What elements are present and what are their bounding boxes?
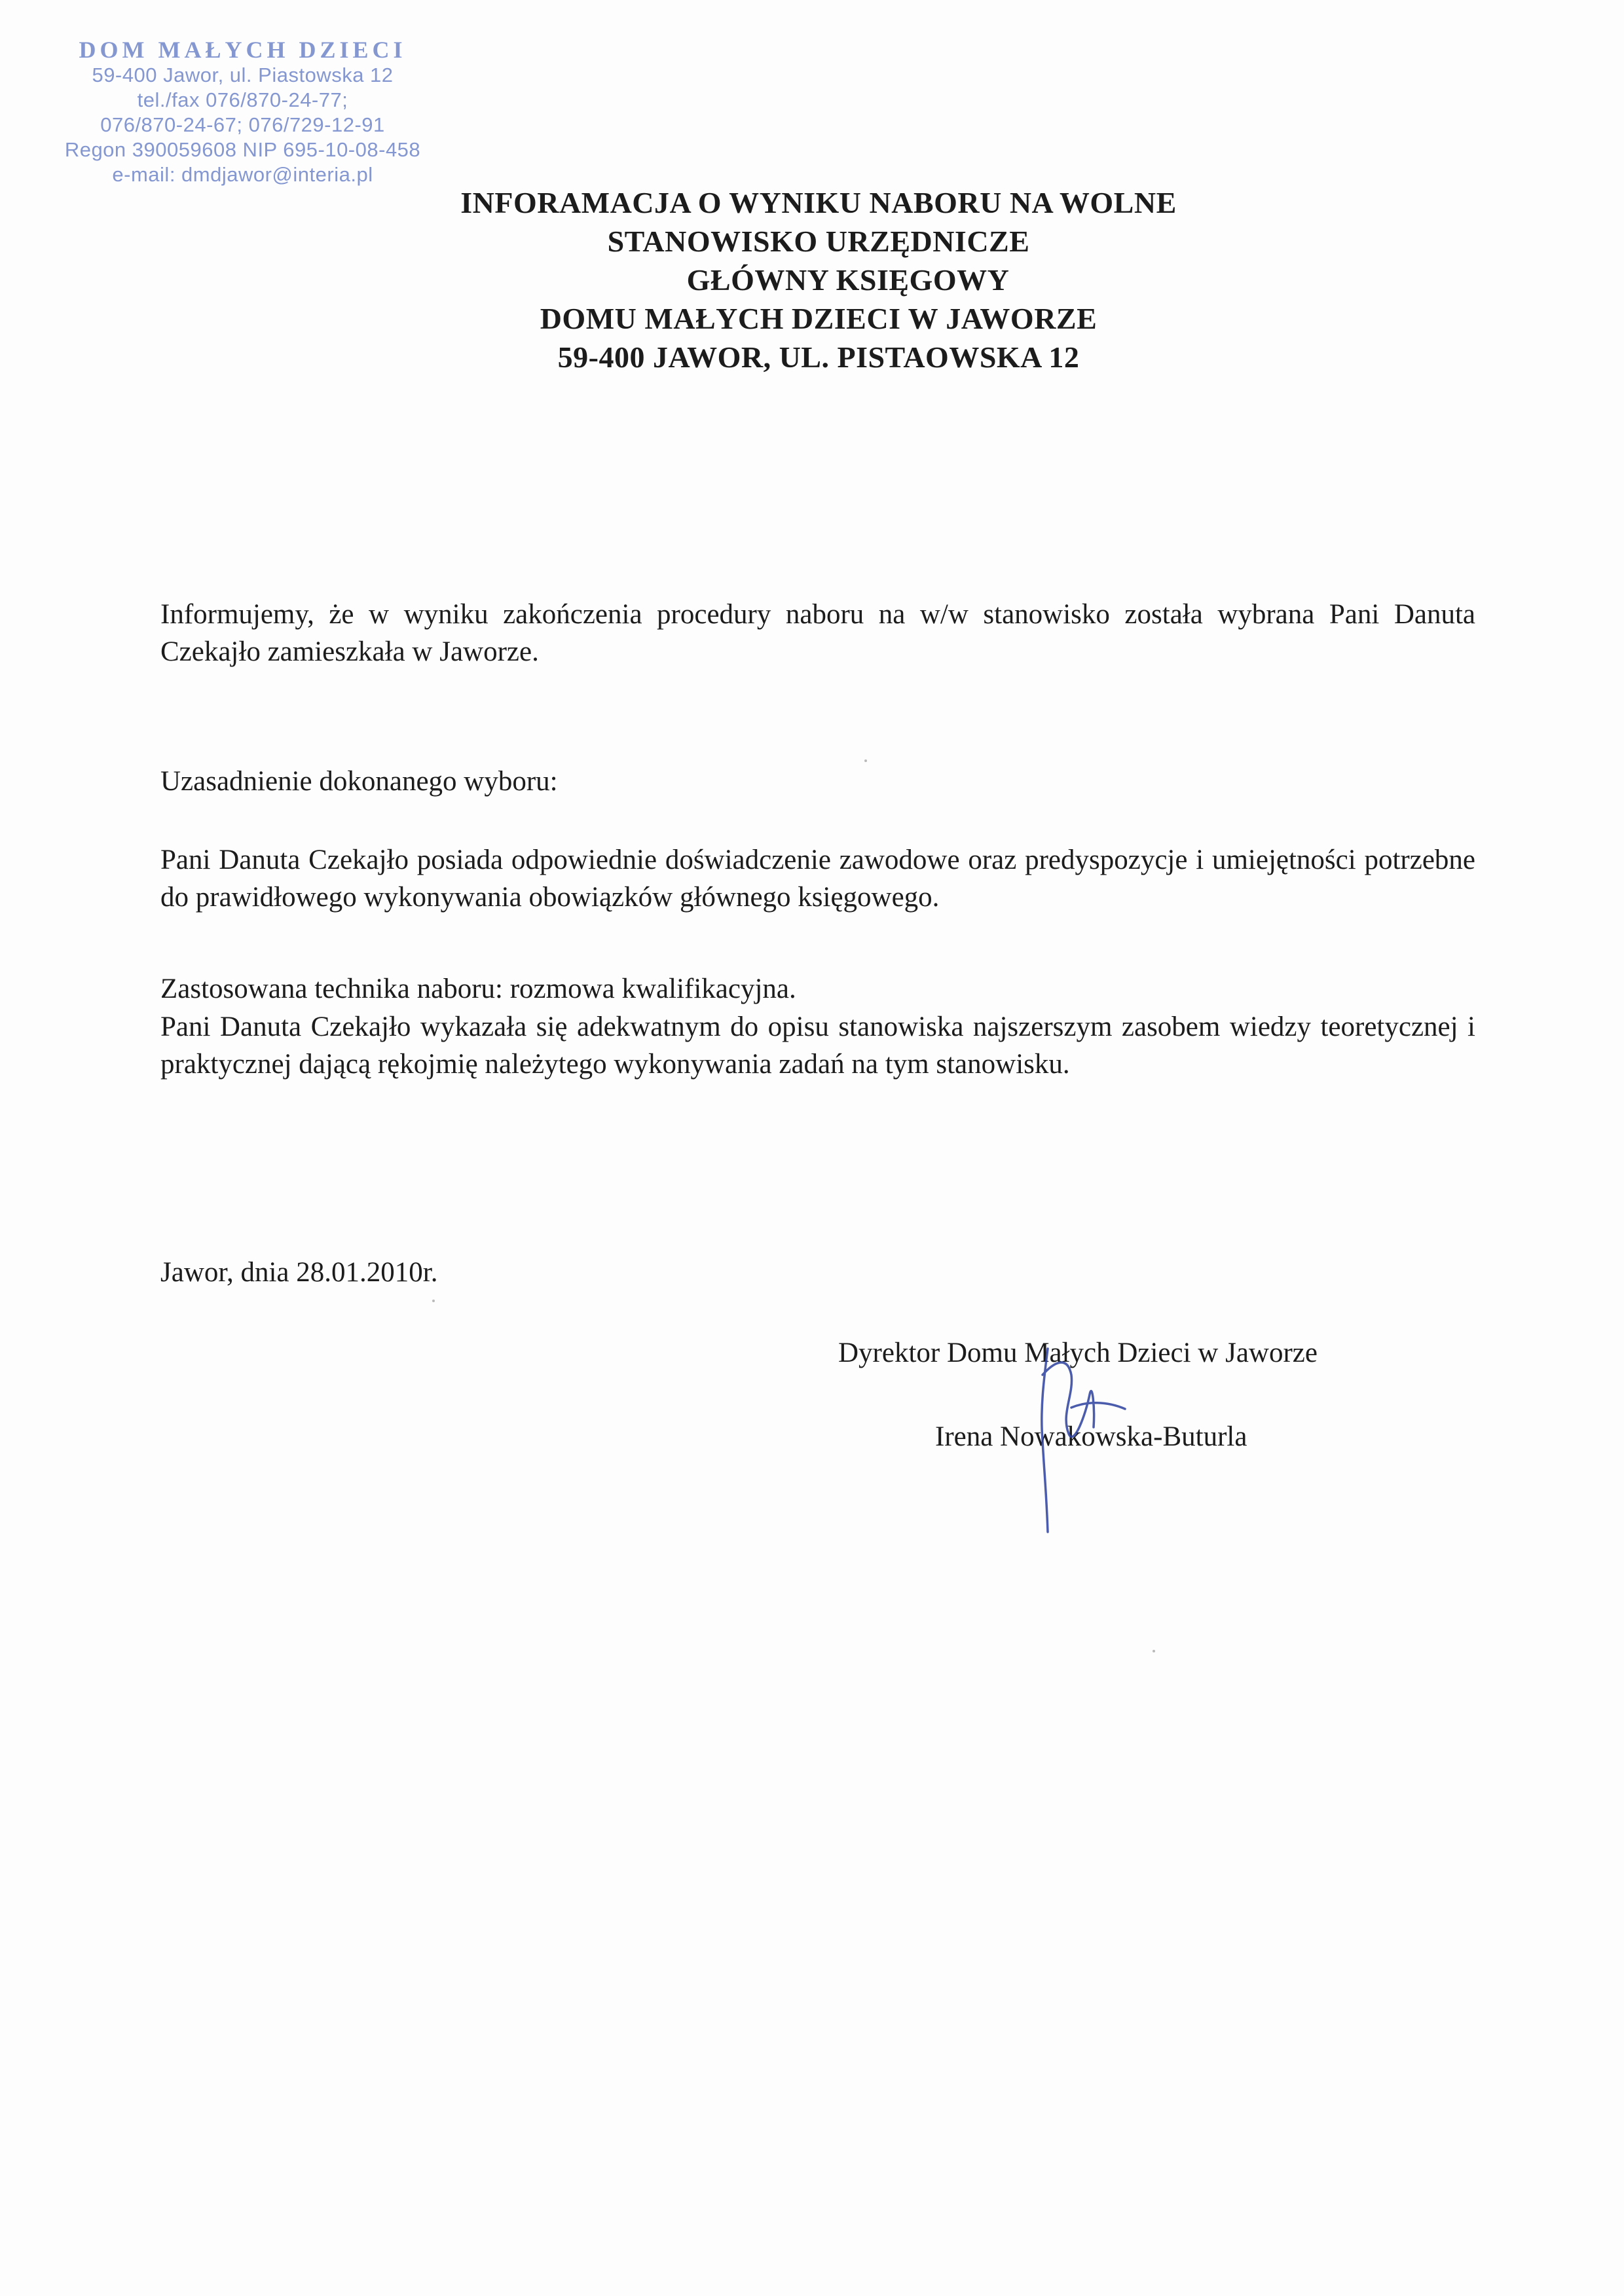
justification-label: Uzasadnienie dokonanego wyboru:: [160, 766, 558, 797]
handwritten-signature: [1008, 1336, 1139, 1552]
heading-line-3: GŁÓWNY KSIĘGOWY: [686, 263, 1010, 297]
qualification-paragraph: Pani Danuta Czekajło posiada odpowiednie doświadczenie zawodowe oraz predyspozycje i umiejętności potrzebne do prawidłowego wykonywania obowiązków głównego księgowego.: [160, 845, 1475, 913]
heading-line-2: STANOWISKO URZĘDNICZE: [607, 225, 1030, 258]
document-heading: [367, 183, 1270, 376]
stamp-name: DOM MAŁYCH DZIECI: [79, 37, 407, 63]
signatory-name: Irena Nowakowska-Buturla: [935, 1421, 1247, 1452]
institution-stamp: [64, 37, 421, 187]
stamp-phone-1: tel./fax 076/870-24-77;: [137, 88, 348, 111]
place-and-date: Jawor, dnia 28.01.2010r.: [160, 1257, 438, 1288]
heading-line-5: 59-400 JAWOR, UL. PISTAOWSKA 12: [557, 340, 1080, 374]
heading-line-4: DOMU MAŁYCH DZIECI W JAWORZE: [540, 302, 1098, 335]
knowledge-paragraph: Pani Danuta Czekajło wykazała się adekwatnym do opisu stanowiska najszerszym zasobem wiedzy teoretycznej i praktycznej dającą rękojmię należytego wykonywania zadań na tym stanowisku.: [160, 1011, 1475, 1080]
paper-speck: [864, 759, 867, 762]
stamp-phone-2: 076/870-24-67; 076/729-12-91: [100, 113, 385, 136]
stamp-email: e-mail: dmdjawor@interia.pl: [112, 163, 373, 186]
paper-speck: [1153, 1650, 1155, 1652]
recruitment-technique: Zastosowana technika naboru: rozmowa kwalifikacyjna.: [160, 974, 796, 1004]
stamp-address: 59-400 Jawor, ul. Piastowska 12: [92, 64, 394, 86]
heading-line-1: INFORAMACJA O WYNIKU NABORU NA WOLNE: [460, 186, 1177, 219]
stamp-ids: Regon 390059608 NIP 695-10-08-458: [64, 138, 421, 161]
signatory-role: Dyrektor Domu Małych Dzieci w Jaworze: [838, 1338, 1318, 1368]
paper-speck: [432, 1300, 435, 1302]
announcement-paragraph: Informujemy, że w wyniku zakończenia procedury naboru na w/w stanowisko została wybrana Pani Danuta Czekajło zamieszkała w Jaworze.: [160, 599, 1475, 667]
